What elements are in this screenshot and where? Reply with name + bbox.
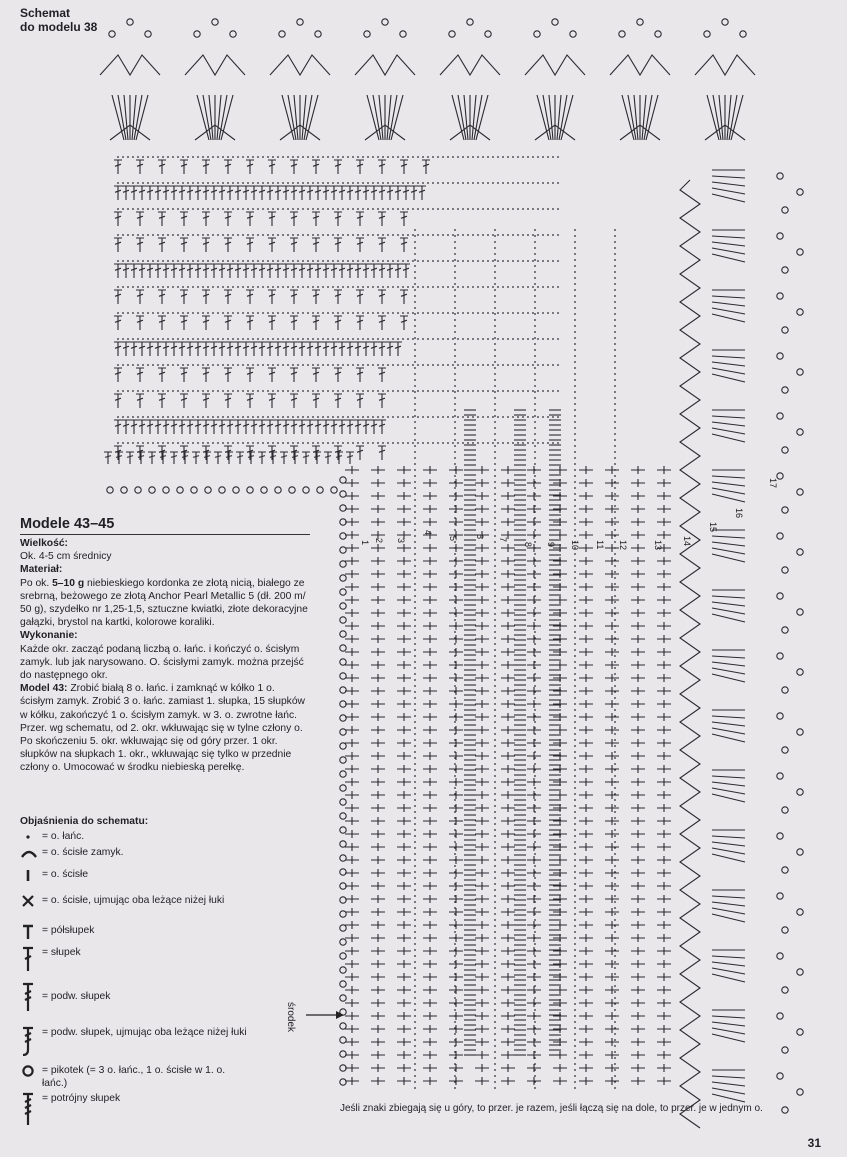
row-number-label: 9 bbox=[546, 542, 556, 548]
model-paragraph bbox=[20, 682, 310, 774]
size-label: Wielkość: bbox=[20, 538, 68, 549]
chart-header-line1: Schemat bbox=[20, 6, 71, 20]
material-label: Materiał: bbox=[20, 564, 63, 576]
section-title: Modele 43–45 bbox=[20, 516, 310, 535]
legend-item bbox=[20, 830, 84, 844]
chart-header bbox=[20, 6, 97, 34]
row-number-label: 16 bbox=[734, 508, 744, 519]
legend-text: = o. ścisłe zamyk. bbox=[42, 847, 124, 858]
single-crochet-bar-icon bbox=[20, 868, 40, 882]
row-number-label: 5 bbox=[448, 536, 458, 542]
legend-title: Objaśnienia do schematu: bbox=[20, 816, 149, 827]
legend-item bbox=[20, 924, 94, 940]
legend-item bbox=[20, 946, 81, 972]
row-number-label: 2 bbox=[374, 538, 384, 544]
row-number-label: 12 bbox=[618, 540, 628, 551]
legend-item bbox=[20, 846, 124, 860]
row-number-label: 10 bbox=[570, 540, 580, 551]
model-text: Zrobić białą 8 o. łańc. i zamknąć w kółko 1 o. ścisłym zamyk. Zrobić 3 o. łańc. zamiast 1. słupka, 15 słupków w kółku, zakończyć 1 o. ścisłym zamyk. w 3. o. zwrotne łańc. Przer. wg schematu, od 2. okr. wkłuwając się w tylne człony o. Po skończeniu 5. okr. wkłuwając się od góry przer. 1 okr. słupków na słupkach 1. okr., wkłuwając się tylko w przednie człony o. Umocować w środku niebieską perełkę. bbox=[20, 683, 305, 774]
row-number-label: 8 bbox=[523, 542, 533, 548]
row-number-label: 7 bbox=[498, 537, 508, 543]
treble-decrease-icon bbox=[20, 1026, 40, 1056]
legend-text: = potrójny słupek bbox=[42, 1093, 121, 1104]
row-number-label: 15 bbox=[708, 522, 718, 533]
material-paragraph bbox=[20, 577, 310, 630]
arrow-icon bbox=[306, 1011, 344, 1019]
legend-item bbox=[20, 1064, 252, 1090]
legend-text: = podw. słupek bbox=[42, 991, 111, 1002]
row-number-label: 1 bbox=[360, 540, 370, 546]
chain-dot-icon bbox=[20, 830, 40, 844]
row-number-label: 11 bbox=[595, 540, 605, 550]
double-crochet-icon bbox=[20, 946, 40, 972]
row-number-label: 17 bbox=[768, 478, 778, 489]
triple-treble-icon bbox=[20, 1092, 40, 1126]
row-number-label: 14 bbox=[682, 536, 692, 547]
pattern-description bbox=[20, 516, 310, 775]
material-prefix: Po ok. bbox=[20, 577, 53, 589]
legend bbox=[20, 816, 280, 1104]
legend-item bbox=[20, 868, 88, 882]
legend-text: = podw. słupek, ujmując oba leżące niżej łuki bbox=[42, 1027, 247, 1038]
treble-crochet-icon bbox=[20, 982, 40, 1012]
legend-item bbox=[20, 1092, 120, 1126]
row-number-label: 3 bbox=[396, 538, 406, 544]
page-number: 31 bbox=[807, 1136, 821, 1150]
row-number-label: 6 bbox=[475, 534, 485, 540]
legend-text: = o. ścisłe, ujmując oba leżące niżej łuki bbox=[42, 895, 225, 906]
legend-text: = o. łańc. bbox=[42, 831, 85, 842]
row-number-label: 4 bbox=[423, 530, 433, 536]
row-number-label: 13 bbox=[653, 540, 663, 551]
legend-text: = słupek bbox=[42, 947, 81, 958]
center-label: środek bbox=[285, 1002, 296, 1033]
picot-ring-icon bbox=[20, 1064, 40, 1078]
single-crochet-x-icon bbox=[20, 894, 40, 908]
legend-item bbox=[20, 894, 224, 908]
material-text: niebieskiego kordonka ze złotą nicią, białego ze srebrną, beżowego ze złotą Anchor Pearl Metallic 5 (dł. 200 m/ 50 g), szydełko nr 1,25-1,5, sztuczne kwiatki, złote dekoracyjne gałązki, brystol na kartki, kolorowe koraliki. bbox=[20, 577, 308, 629]
execution-text: Każde okr. zacząć podaną liczbą o. łańc. i kończyć o. ścisłym zamyk. lub jak narysowano. O. ścisłymi zamyk. można przejść do następnego okr. bbox=[20, 643, 304, 682]
legend-text: = o. ścisłe bbox=[42, 869, 89, 880]
execution-label: Wykonanie: bbox=[20, 630, 78, 642]
legend-text: = półsłupek bbox=[42, 925, 95, 936]
model-label: Model 43: bbox=[20, 683, 68, 695]
half-double-t-icon bbox=[20, 924, 40, 940]
slip-stitch-arc-icon bbox=[20, 846, 40, 860]
size-text: Ok. 4-5 cm średnicy bbox=[20, 551, 112, 563]
footnote: Jeśli znaki zbiegają się u góry, to przer. je razem, jeśli łączą się na dole, to przer. je w jednym o. bbox=[340, 1103, 763, 1114]
legend-item bbox=[20, 982, 110, 1012]
chart-header-line2: do modelu 38 bbox=[20, 20, 98, 34]
legend-item bbox=[20, 1026, 247, 1056]
legend-text: = pikotek (= 3 o. łańc., 1 o. ścisłe w 1. o. łańc.) bbox=[42, 1065, 226, 1089]
material-amount: 5–10 g bbox=[52, 577, 85, 589]
